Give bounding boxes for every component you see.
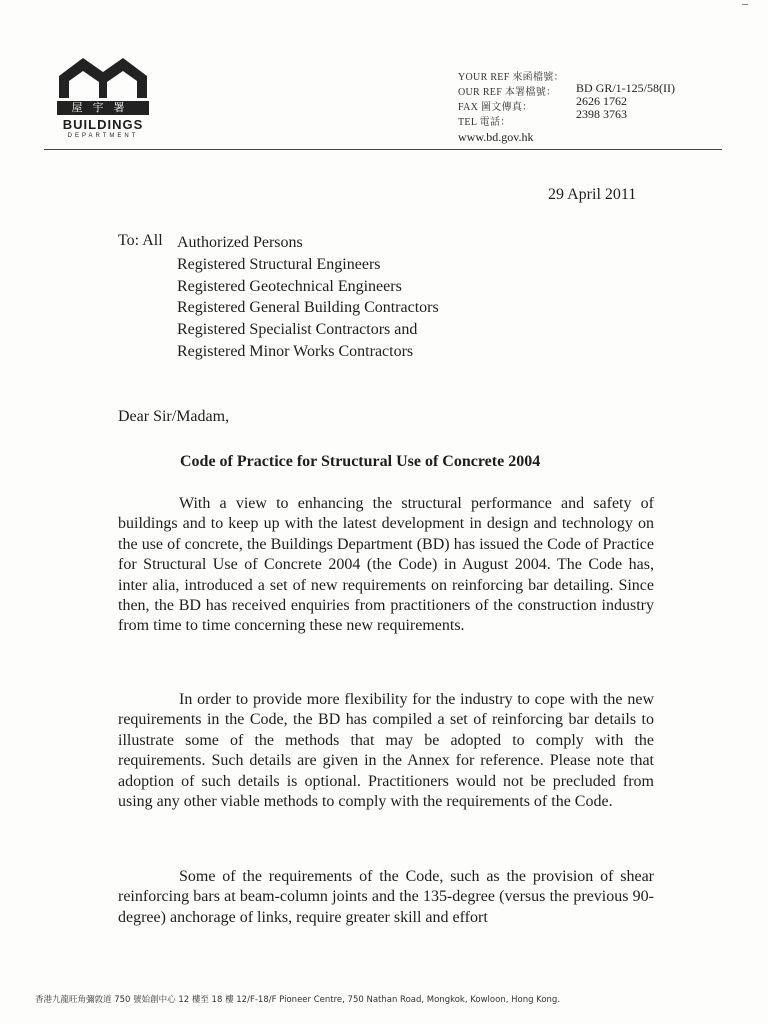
recipient-list [177, 232, 439, 363]
tel-label: TEL 電話： [458, 117, 511, 128]
salutation: Dear Sir/Madam, [118, 408, 230, 425]
reference-labels [458, 70, 564, 130]
recipient-item: Registered Minor Works Contractors [177, 342, 414, 360]
to-label: To: All [118, 232, 163, 249]
house-roof-icon [55, 50, 151, 102]
recipient-item: Registered Specialist Contractors and [177, 321, 418, 339]
header-divider [44, 149, 722, 150]
recipient-item: Registered General Building Contractors [177, 299, 439, 317]
body-paragraph-1: With a view to enhancing the structural performance and safety of buildings and to keep up with the latest development in design and technology on the use of concrete, the Buildings Department (BD) has issued the Code of Practice for Structural Use of Concrete 2004 (the Code) in August 2004. The Code has, inter alia, introduced a set of new requirements on reinforcing bar detailing. Since then, the BD has received enquiries from practitioners of the construction industry from time to time concerning these new requirements. [118, 495, 654, 635]
buildings-department-logo [55, 50, 151, 146]
logo-department-name: BUILDINGS [62, 117, 144, 132]
website-link[interactable]: www.bd.gov.hk [458, 130, 534, 144]
body-paragraph-3: Some of the requirements of the Code, such as the provision of shear reinforcing bars at beam-column joints and the 135-degree (versus the previous 90-degree) anchorage of links, require greater skill and effort [118, 868, 654, 926]
logo-chinese-name: 屋宇署 [57, 101, 149, 115]
recipient-item: Registered Structural Engineers [177, 255, 381, 273]
fax-label: FAX 圖文傳真： [458, 102, 533, 113]
letter-subject: Code of Practice for Structural Use of Concrete 2004 [180, 453, 541, 470]
recipient-item: Registered Geotechnical Engineers [177, 277, 402, 295]
page-corner-mark [742, 4, 748, 5]
our-ref-value: BD GR/1-125/58(II) [576, 81, 675, 95]
your-ref-label: YOUR REF 來函檔號： [458, 72, 564, 83]
body-paragraph-2: In order to provide more flexibility for the industry to cope with the new requirements in the Code, the BD has compiled a set of reinforcing bar details to illustrate some of the methods that may be adopted to comply with the requirements. Such details are given in the Annex for reference. Please note that adoption of such details is optional. Practitioners would not be precluded from using any other viable methods to comply with the requirements of the Code. [118, 691, 654, 811]
reference-values [576, 82, 675, 121]
logo-department-subtitle: DEPARTMENT [67, 133, 139, 139]
footer-address: 香港九龍旺角彌敦道 750 號始創中心 12 樓至 18 樓 12/F-18/F Pioneer Centre, 750 Nathan Road, Mongkok, Kowloon, Hong Kong. [35, 995, 561, 1005]
letter-date: 29 April 2011 [548, 186, 637, 203]
recipient-item: Authorized Persons [177, 234, 303, 251]
tel-value: 2398 3763 [576, 107, 627, 121]
fax-value: 2626 1762 [576, 94, 627, 108]
our-ref-label: OUR REF 本署檔號： [458, 87, 557, 98]
